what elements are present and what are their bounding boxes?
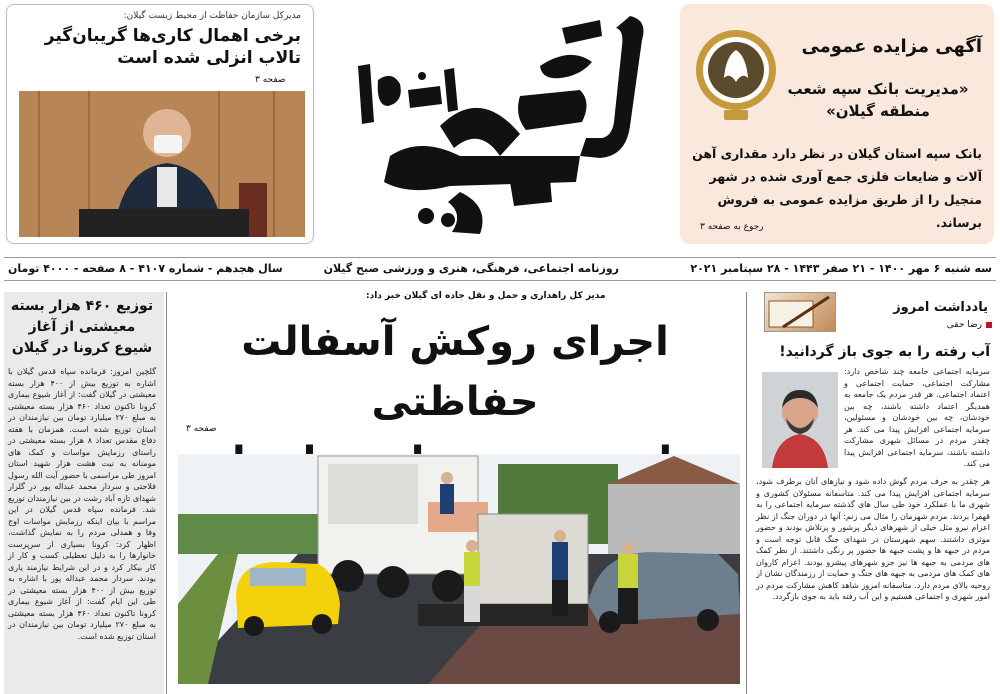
ad-page-ref: رجوع به صفحه ۳ — [700, 222, 764, 232]
teaser-page-ref: صفحه ۳ — [255, 75, 286, 85]
official-portrait-image — [19, 91, 305, 237]
paper-description: روزنامه اجتماعی، فرهنگی، هنری و ورزشی صبح گیلان — [323, 262, 619, 275]
opinion-column-title: یادداشت امروز — [893, 300, 988, 315]
masthead-logo[interactable] — [330, 6, 670, 248]
teaser-kicker: مدیرکل سازمان حفاظت از محیط زیست گیلان: — [123, 11, 301, 21]
left-news-column[interactable] — [4, 292, 164, 694]
left-story-headline[interactable]: توزیع ۴۶۰ هزار بسته معیشتی از آغاز شیوع کرونا در گیلان — [10, 298, 154, 356]
column-divider — [166, 292, 167, 694]
ad-subtitle: «مدیریت بانک سپه شعب منطقه گیلان» — [787, 80, 969, 120]
main-kicker: مدیر کل راهداری و حمل و نقل جاده ای گیلان خبر داد: — [366, 291, 606, 301]
teaser-headline[interactable]: برخی اهمال کاری‌ها گریبان‌گیر تالاب انزلی شده است — [44, 26, 301, 68]
bank-seal-icon — [694, 26, 778, 122]
issue-date: سه شنبه ۶ مهر ۱۴۰۰ - ۲۱ صفر ۱۴۴۳ - ۲۸ سپتامبر ۲۰۲۱ — [690, 262, 992, 275]
issue-info-bar — [4, 257, 996, 281]
opinion-author: رضا حقی — [946, 320, 982, 330]
road-works-photo — [178, 454, 740, 684]
opinion-body-top: سرمایه اجتماعی جامعه چند شاخص دارد: مشارکت اجتماعی، حمایت اجتماعی و اعتماد اجتماعی. هر قدر مردم یک جامعه به همدیگر اعتماد داشته باشند، چه بین خودشان، چه بین خودشان و مسئولین، سرمایه اجتماعی افزایش پیدا می کند. هر چقدر مردم در مسائل شهری مشارکت داشته باشند، سرمایه اجتماعی افزایش پیدا می کند. — [844, 367, 990, 468]
teaser-photo — [19, 91, 305, 237]
main-page-ref: صفحه ۳ — [186, 424, 217, 434]
auction-ad-box[interactable] — [680, 4, 994, 244]
ad-title: آگهی مزایده عمومی — [801, 36, 982, 57]
left-story-body: گلچین امروز: فرمانده سپاه قدس گیلان با اشاره به توزیع بیش از ۴۰۰ هزار بسته معیشتی در گیلان گفت: از آغاز شیوع بیماری کرونا تاکنون تعداد ۴۶۰ هزار بسته معیشتی به مبلغ ۲۷۰ میلیارد تومان بین نیازمندان در استان توزیع شده است. همزمان با هفته دفاع مقدس تعداد ۸ هزار بسته معیشتی در راستای رزمایش مواسات و کمک های مومنانه به نیت هشت هزار شهید استان امروز طی مراسمی با حضور آیت الله رسول فلاحتی و سردار محمد عبداله پور در گلزار شهدای تازه آباد رشت در بین نیازمندان توزیع شد. فرمانده سپاه قدس گیلان در این مراسم با بیان اینکه رزمایش مواسات اوج وفا و همدلی مردم را به نمایش گذاشت، اظهار کرد: کرونا بسیاری از سرپرست خانوارها را به دلیل تعطیلی کسب و کار از کار بیکار کرد و در این شرایط نیازمند یاری بودند. سردار محمد عبداله پور با اشاره به توزیع بیش از ۴۰۰ هزار بسته معیشتی در طی این ایام گفت: از آغاز شیوع بیماری کرونا تاکنون تعداد ۴۶۰ هزار بسته معیشتی به مبلغ ۲۷۰ میلیارد تومان بین نیازمندان در استان توزیع شده است. — [8, 367, 157, 641]
opinion-column[interactable] — [752, 290, 996, 694]
opinion-title[interactable]: آب رفته را به جوی باز گردانید! — [779, 344, 990, 360]
author-marker — [986, 322, 992, 328]
author-photo — [762, 372, 838, 468]
pen-paper-icon — [764, 292, 836, 332]
newspaper-logo-icon — [330, 6, 670, 248]
issue-number: سال هجدهم - شماره ۴۱۰۷ - ۸ صفحه - ۴۰۰۰ تومان — [8, 262, 283, 275]
column-divider — [746, 292, 747, 694]
opinion-body-bottom: هر چقدر به حرف مردم گوش داده شود و نیازهای آنان برطرف شود، سرمایه اجتماعی افزایش پیدا می کند. متاسفانه مسئولان کشوری و شهری ما با عملکرد خود طی سال های گذشته سرمایه اجتماعی را به قهقرا بردند. مردم شهرمان را مثال می زنم: آنها در دوران جنگ از نظر اعزام نیرو مثل خیلی از شهرهای دیگر پرشور و پرتلاش بودند و حضور موثری داشتند. سهم شهرستان در شهدای جنگ قابل توجه است و مردم در جبهه ها و پشت جبهه ها حضور پر رنگی داشتند. از نظر کمک های مردمی به جبهه ها نیز جزو شهرهای پیشرو بودند. اعزام کاروان های کمک های مردمی به جبهه های جنگ و حمایت از رزمندگان نشان از روحیه بالای مردم دارد. متاسفانه امروز شاهد کاهش مشارکت مردم در امور شهری و اجتماعی هستیم و این آب رفته باید به جوی بازگردد. — [756, 477, 990, 601]
main-headline-line-1: اجرای روکش آسفالت حفاظتی — [241, 319, 669, 425]
ad-body: بانک سپه استان گیلان در نظر دارد مقداری آهن آلات و ضایعات فلزی جمع آوری شده در شهر منجیل را از طریق مزایده عمومی به فروش برساند. — [692, 146, 982, 230]
road-paving-image — [178, 454, 740, 684]
teaser-box[interactable] — [6, 4, 314, 244]
